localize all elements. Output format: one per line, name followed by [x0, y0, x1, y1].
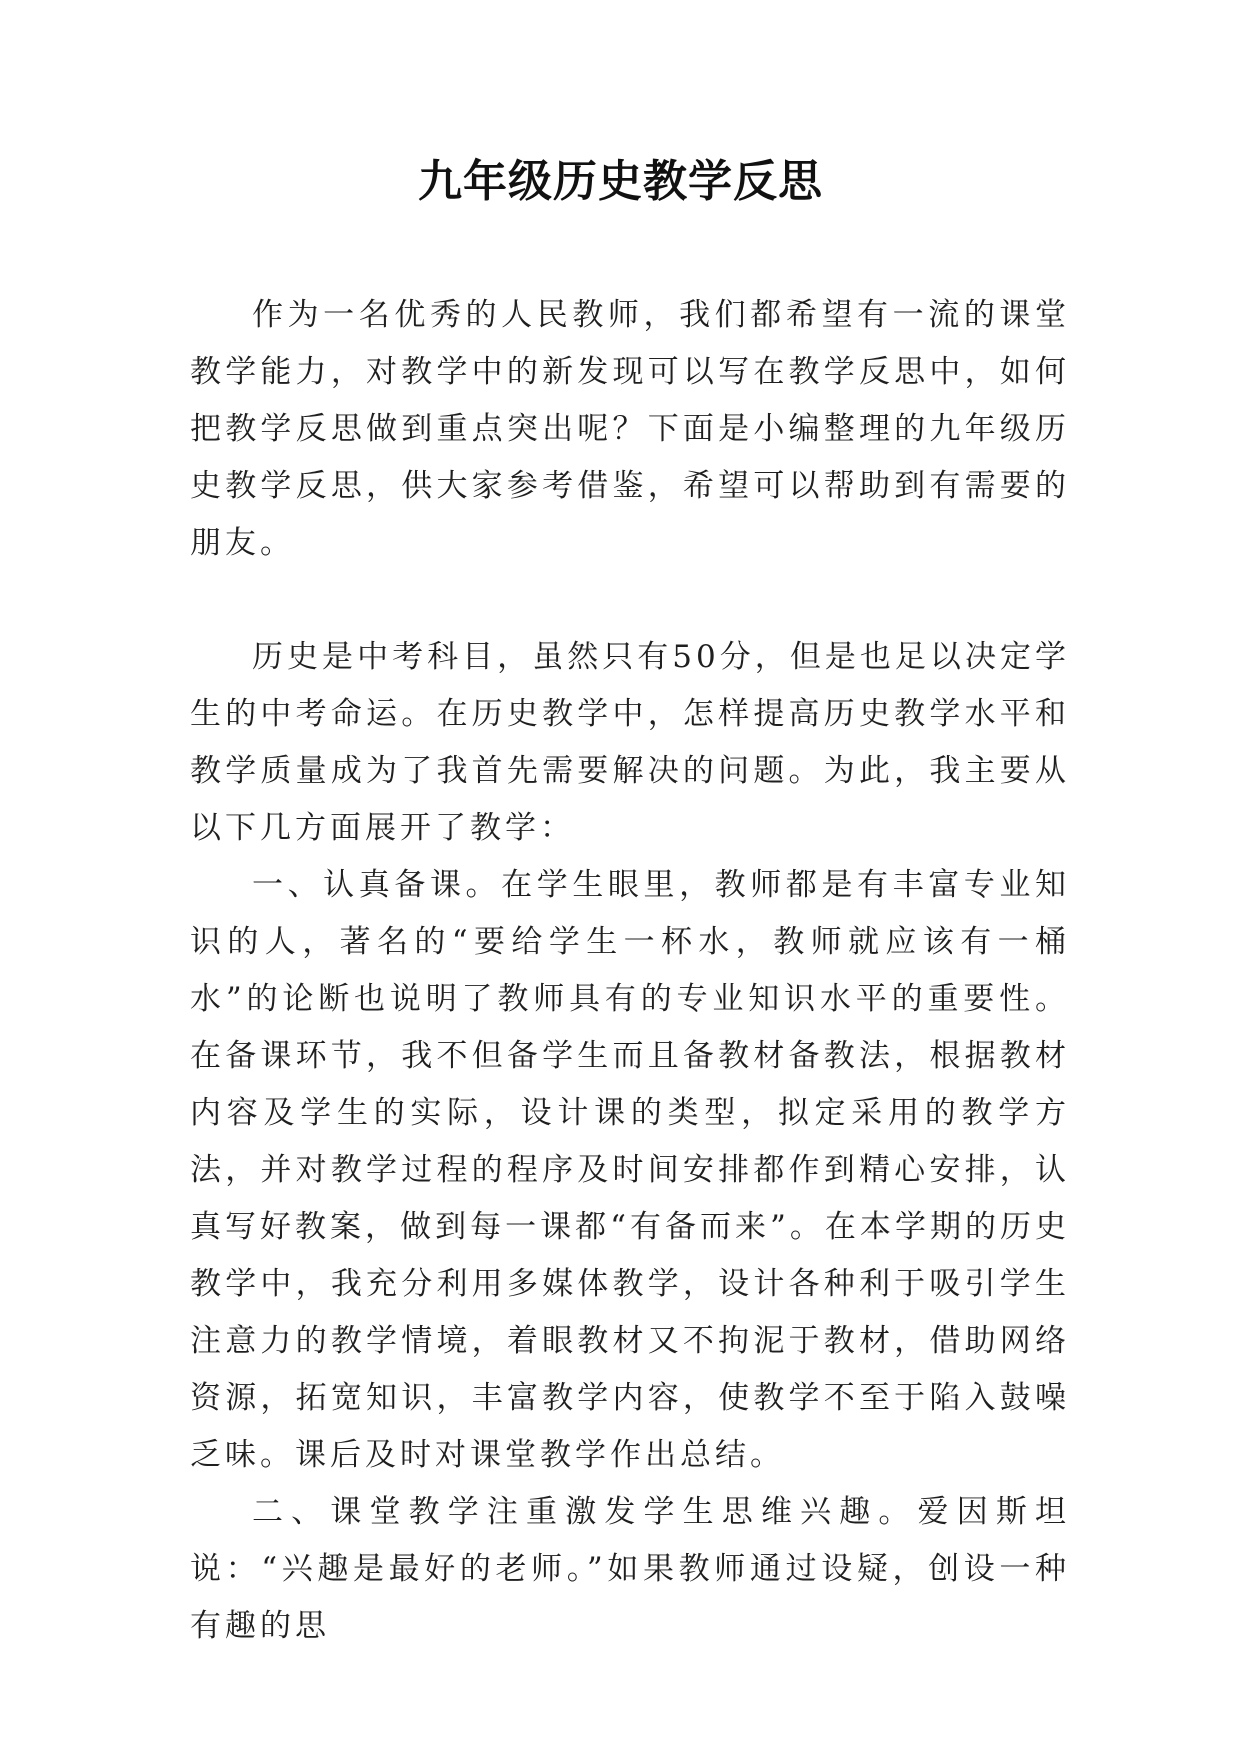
paragraph-overview: 历史是中考科目，虽然只有50分，但是也足以决定学生的中考命运。在历史教学中，怎样提高历史教学水平和教学质量成为了我首先需要解决的问题。为此，我主要从以下几方面展开了教学： — [190, 639, 1070, 846]
paragraph-intro: 作为一名优秀的人民教师，我们都希望有一流的课堂教学能力，对教学中的新发现可以写在教学反思中，如何把教学反思做到重点突出呢？下面是小编整理的九年级历史教学反思，供大家参考借鉴，希望可以帮助到有需要的朋友。 — [190, 297, 1070, 561]
document-title: 九年级历史教学反思 — [418, 156, 823, 207]
paragraph-spacer — [190, 572, 1070, 629]
document-body — [190, 287, 1070, 1655]
paragraph-lesson-prep: 一、认真备课。在学生眼里，教师都是有丰富专业知识的人，著名的“要给学生一杯水，教师就应该有一桶水”的论断也说明了教师具有的专业知识水平的重要性。在备课环节，我不但备学生而且备教材备教法，根据教材内容及学生的实际，设计课的类型，拟定采用的教学方法，并对教学过程的程序及时间安排都作到精心安排，认真写好教案，做到每一课都“有备而来”。在本学期的历史教学中，我充分利用多媒体教学，设计各种利于吸引学生注意力的教学情境，着眼教材又不拘泥于教材，借助网络资源，拓宽知识，丰富教学内容，使教学不至于陷入鼓噪乏味。课后及时对课堂教学作出总结。 — [190, 867, 1070, 1473]
paragraph-classroom-interest: 二、课堂教学注重激发学生思维兴趣。爱因斯坦说：“兴趣是最好的老师。”如果教师通过设疑，创设一种有趣的思 — [190, 1494, 1070, 1644]
